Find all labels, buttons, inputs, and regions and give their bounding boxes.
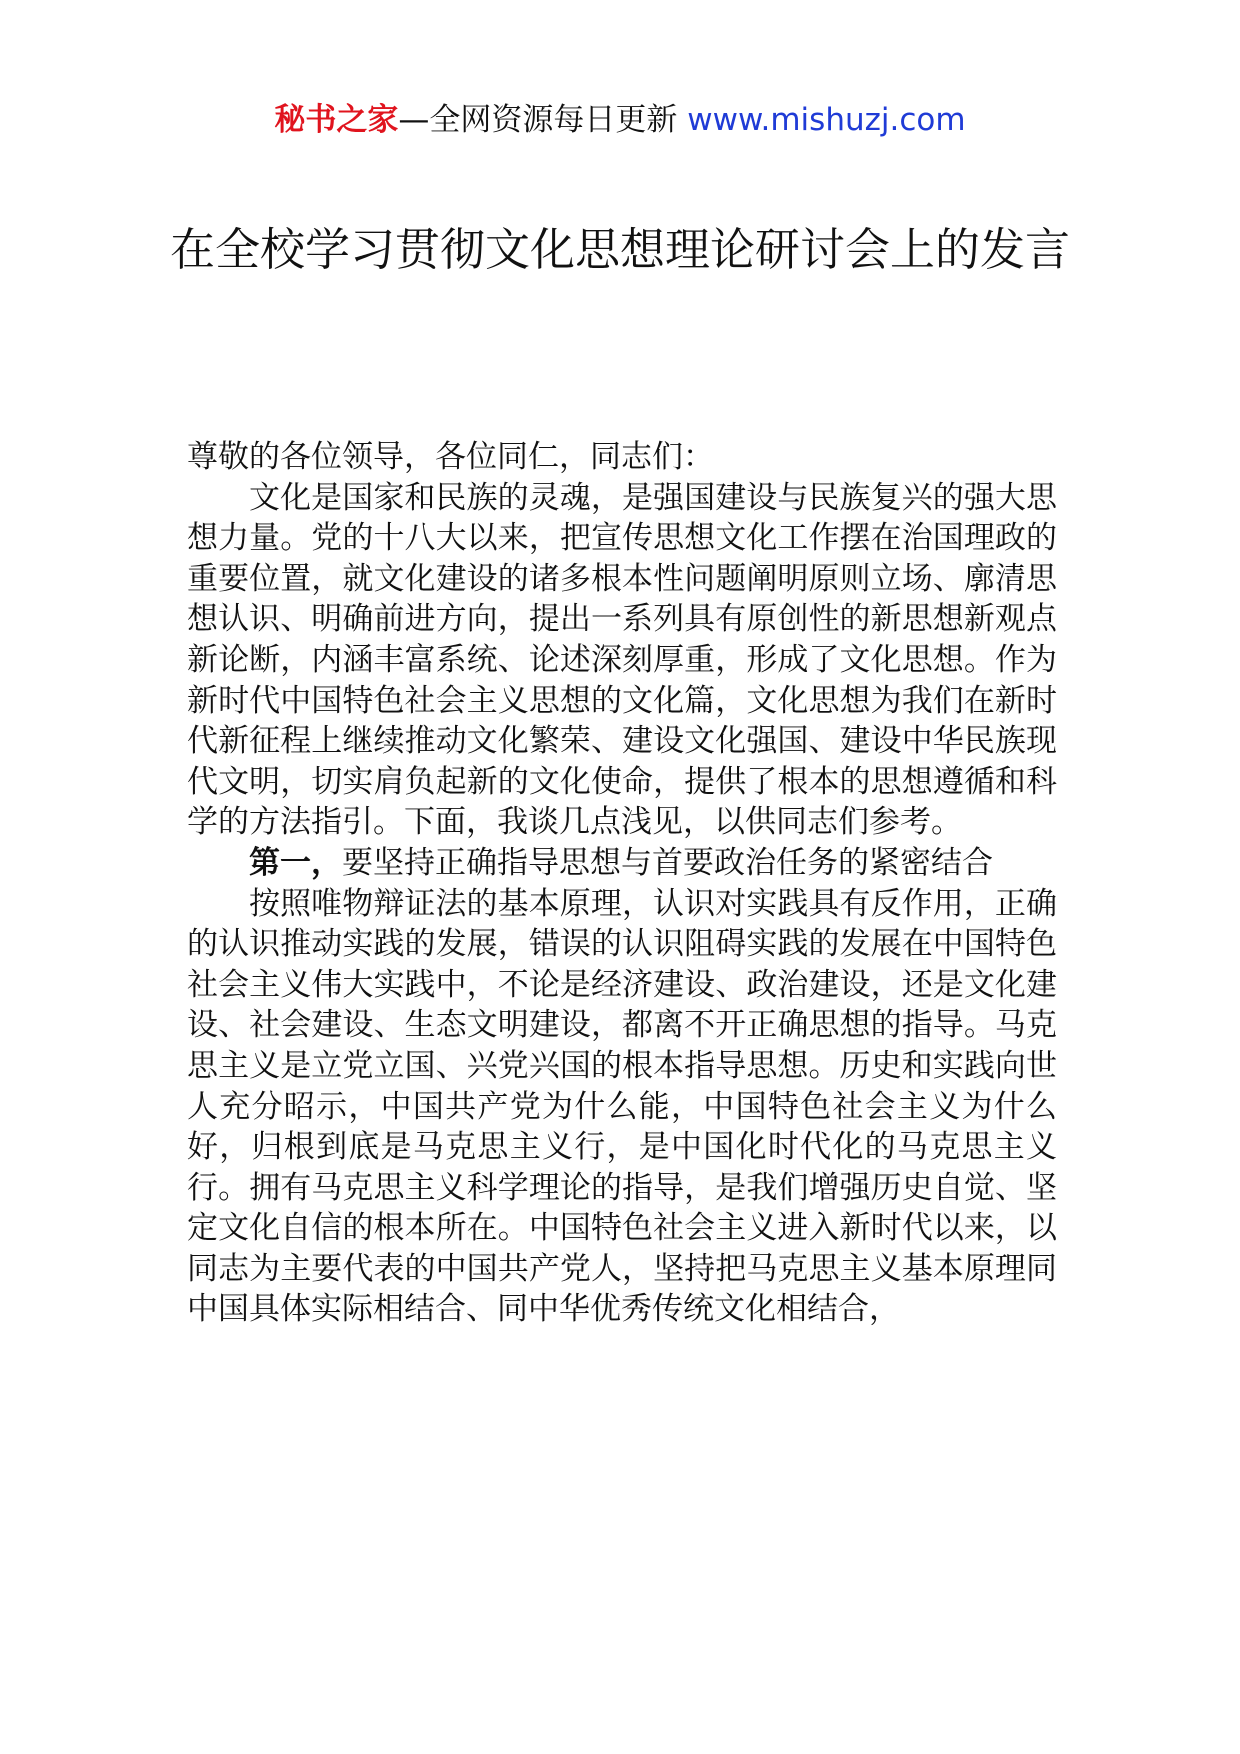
section-heading-lead: 第一， <box>249 844 342 881</box>
section-heading-text: 要坚持正确指导思想与首要政治任务的紧密结合 <box>342 844 993 881</box>
document-title: 在全校学习贯彻文化思想理论研讨会上的发言 <box>169 223 1070 276</box>
header-slogan: —全网资源每日更新 <box>398 102 678 138</box>
brand-name: 秘书之家 <box>274 102 399 138</box>
section-heading-1 <box>187 843 1057 884</box>
paragraph-intro: 文化是国家和民族的灵魂，是强国建设与民族复兴的强大思想力量。党的十八大以来，把宣传思想文化工作摆在治国理政的重要位置，就文化建设的诸多根本性问题阐明原则立场、廓清思想认识、明确前进方向，提出一系列具有原创性的新思想新观点新论断，内涵丰富系统、论述深刻厚重，形成了文化思想。作为新时代中国特色社会主义思想的文化篇，文化思想为我们在新时代新征程上继续推动文化繁荣、建设文化强国、建设中华民族现代文明，切实肩负起新的文化使命，提供了根本的思想遵循和科学的方法指引。下面，我谈几点浅见，以供同志们参考。 <box>187 479 1057 841</box>
salutation: 尊敬的各位领导，各位同仁，同志们： <box>187 439 714 475</box>
document-body <box>187 437 1057 1330</box>
paragraph-section-1: 按照唯物辩证法的基本原理，认识对实践具有反作用，正确的认识推动实践的发展，错误的认识阻碍实践的发展在中国特色社会主义伟大实践中，不论是经济建设、政治建设，还是文化建设、社会建设、生态文明建设，都离不开正确思想的指导。马克思主义是立党立国、兴党兴国的根本指导思想。历史和实践向世人充分昭示，中国共产党为什么能，中国特色社会主义为什么好，归根到底是马克思主义行，是中国化时代化的马克思主义行。拥有马克思主义科学理论的指导，是我们增强历史自觉、坚定文化自信的根本所在。中国特色社会主义进入新时代以来，以同志为主要代表的中国共产党人，坚持把马克思主义基本原理同中国具体实际相结合、同中华优秀传统文化相结合， <box>187 885 1057 1328</box>
website-link[interactable]: www.mishuzj.com <box>687 102 966 138</box>
header-banner <box>0 100 1240 140</box>
